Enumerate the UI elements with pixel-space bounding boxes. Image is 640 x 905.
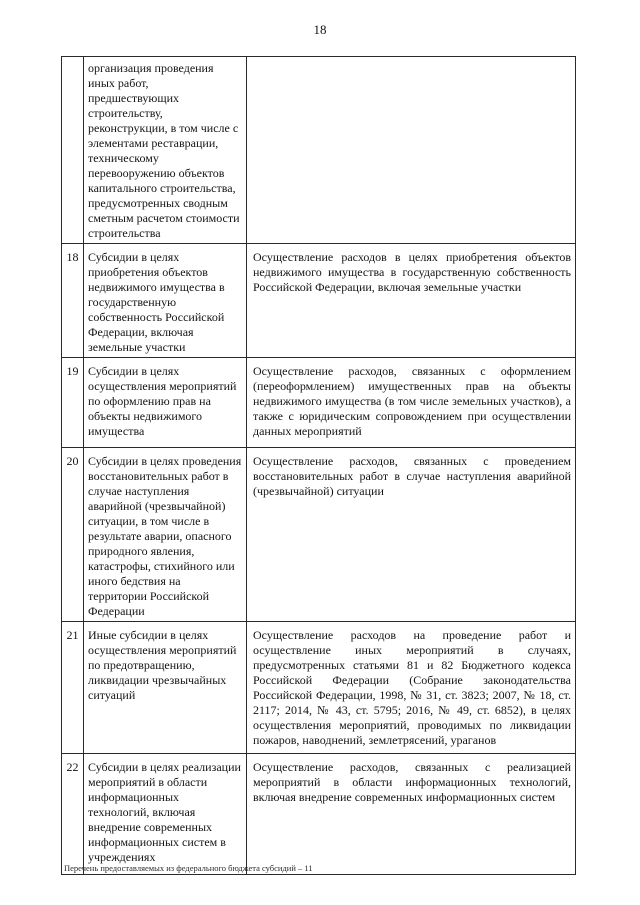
subsidy-description: Осуществление расходов в целях приобретения объектов недвижимого имущества в государственную собственность Российской Федерации, включая земельные участки: [247, 244, 576, 358]
table-row: [62, 448, 576, 622]
subsidy-description: [247, 57, 576, 244]
subsidy-description: Осуществление расходов, связанных с реализацией мероприятий в области информационных технологий, включая внедрение современных информационных систем: [247, 754, 576, 875]
table-row: [62, 57, 576, 244]
row-number: 18: [62, 244, 84, 358]
subsidy-name: организация проведения иных работ, предшествующих строительству, реконструкции, в том числе с элементами реставрации, техническому перевооружению объектов капитального строительства, предусмотренных сводным сметным расчетом стоимости строительства: [84, 57, 247, 244]
subsidy-description: Осуществление расходов на проведение работ и осуществление иных мероприятий в случаях, предусмотренных статьями 81 и 82 Бюджетного кодекса Российской Федерации (Собрание законодательства Российской Федерации, 1998, № 31, ст. 3823; 2007, № 18, ст. 2117; 2014, № 43, ст. 5795; 2016, № 49, ст. 6852), в целях осуществления мероприятий, проводимых по ликвидации пожаров, наводнений, землетрясений, ураганов: [247, 622, 576, 754]
row-number: [62, 57, 84, 244]
subsidy-description: Осуществление расходов, связанных с оформлением (переоформлением) имущественных прав на объекты недвижимого имущества (в том числе земельных участков), а также с юридическим сопровождением при осуществлении данных мероприятий: [247, 358, 576, 448]
row-number: 21: [62, 622, 84, 754]
row-number: 19: [62, 358, 84, 448]
subsidy-name: Субсидии в целях осуществления мероприятий по оформлению прав на объекты недвижимого имущества: [84, 358, 247, 448]
subsidies-table: [61, 56, 576, 875]
table-row: [62, 244, 576, 358]
table-row: [62, 622, 576, 754]
table-row: [62, 754, 576, 875]
row-number: 22: [62, 754, 84, 875]
subsidy-description: Осуществление расходов, связанных с проведением восстановительных работ в случае наступления аварийной (чрезвычайной) ситуации: [247, 448, 576, 622]
page-number: 18: [313, 22, 327, 37]
subsidy-name: Субсидии в целях приобретения объектов недвижимого имущества в государственную собственность Российской Федерации, включая земельные участки: [84, 244, 247, 358]
table-row: [62, 358, 576, 448]
subsidy-name: Субсидии в целях реализации мероприятий в области информационных технологий, включая внедрение современных информационных систем в учреждениях: [84, 754, 247, 875]
document-footer: Перечень предоставляемых из федерального бюджета субсидий – 11: [64, 863, 313, 873]
row-number: 20: [62, 448, 84, 622]
subsidy-name: Иные субсидии в целях осуществления мероприятий по предотвращению, ликвидации чрезвычайных ситуаций: [84, 622, 247, 754]
subsidy-name: Субсидии в целях проведения восстановительных работ в случае наступления аварийной (чрезвычайной) ситуации, в том числе в результате аварии, опасного природного явления, катастрофы, стихийного или иного бедствия на территории Российской Федерации: [84, 448, 247, 622]
